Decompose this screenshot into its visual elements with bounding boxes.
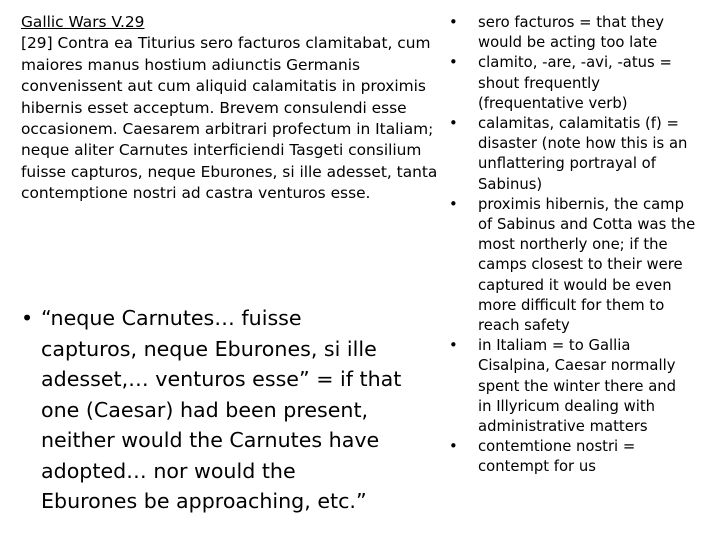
note-line: spent the winter there and [478, 377, 677, 395]
vocabulary-notes [449, 13, 717, 478]
note-line: most northerly one; if the [478, 236, 668, 254]
note-line: captured it would be even [478, 276, 672, 294]
note-line: camps closest to their were [478, 256, 683, 274]
note-clamito [449, 53, 717, 114]
note-line: Cisalpina, Caesar normally [478, 357, 676, 375]
note-line: in Italiam = to Gallia [478, 337, 631, 355]
note-line: sero facturos = that they [478, 14, 665, 31]
passage-line: [29] Contra ea Titurius sero facturos clamitabat, cum [21, 34, 431, 53]
note-line: Sabinus) [478, 175, 543, 193]
note-line: contempt for us [478, 458, 596, 476]
bullet-line: one (Caesar) had been present, [41, 397, 369, 422]
passage-line: maiores manus hostium adiunctis Germanis [21, 55, 361, 74]
bullet-line: adopted… nor would the [41, 458, 296, 483]
note-line: in Illyricum dealing with [478, 397, 656, 415]
note-proximis-hibernis [449, 195, 717, 336]
bullet-line: capturos, neque Eburones, si ille [41, 336, 377, 361]
note-line: administrative matters [478, 418, 648, 436]
translation-bullet [21, 303, 441, 517]
note-line: (frequentative verb) [478, 94, 628, 112]
latin-passage [21, 12, 453, 205]
note-line: would be acting too late [478, 34, 658, 52]
passage-line: occasionem. Caesarem arbitrari profectum in Italiam; [21, 120, 434, 139]
note-line: unflattering portrayal of [478, 155, 656, 173]
bullet-marker: • [449, 195, 458, 213]
bullet-line: neither would the Carnutes have [41, 428, 380, 452]
note-line: calamitas, calamitatis (f) = [478, 115, 679, 133]
passage-title: Gallic Wars V.29 [21, 13, 145, 31]
note-line: reach safety [478, 317, 570, 335]
passage-line: fuisse capturos, neque Eburones, si ille adesset, tanta [21, 162, 438, 181]
bullet-line: adesset,… venturos esse” = if that [41, 367, 402, 391]
note-line: of Sabinus and Cotta was the [478, 216, 696, 234]
bullet-marker: • [21, 306, 34, 330]
passage-line: neque aliter Carnutes interficiendi Tasgeti consilium [21, 141, 422, 160]
note-line: contemtione nostri = [478, 438, 636, 456]
bullet-marker: • [449, 337, 458, 355]
bullet-marker: • [449, 115, 458, 133]
note-calamitas [449, 114, 717, 195]
note-line: disaster (note how this is an [478, 135, 688, 153]
note-line: clamito, -are, -avi, -atus = [478, 54, 672, 72]
note-sero-facturos [449, 13, 717, 53]
note-line: proximis hibernis, the camp [478, 195, 684, 213]
bullet-marker: • [449, 14, 458, 31]
passage-line: hibernis esset acceptum. Brevem consulendi esse [21, 98, 407, 117]
bullet-marker: • [449, 54, 458, 72]
bullet-line: Eburones be approaching, etc.” [41, 489, 367, 513]
note-line: shout frequently [478, 74, 601, 92]
passage-line: convenissent aut cum aliquid calamitatis in proximis [21, 77, 426, 96]
passage-line: contemptione nostri ad castra venturos esse. [21, 184, 371, 203]
bullet-line: “neque Carnutes… fuisse [41, 306, 302, 330]
note-line: more difficult for them to [478, 296, 665, 314]
bullet-marker: • [449, 438, 458, 456]
note-in-italiam [449, 336, 717, 437]
note-contemtione-nostri [449, 437, 717, 477]
